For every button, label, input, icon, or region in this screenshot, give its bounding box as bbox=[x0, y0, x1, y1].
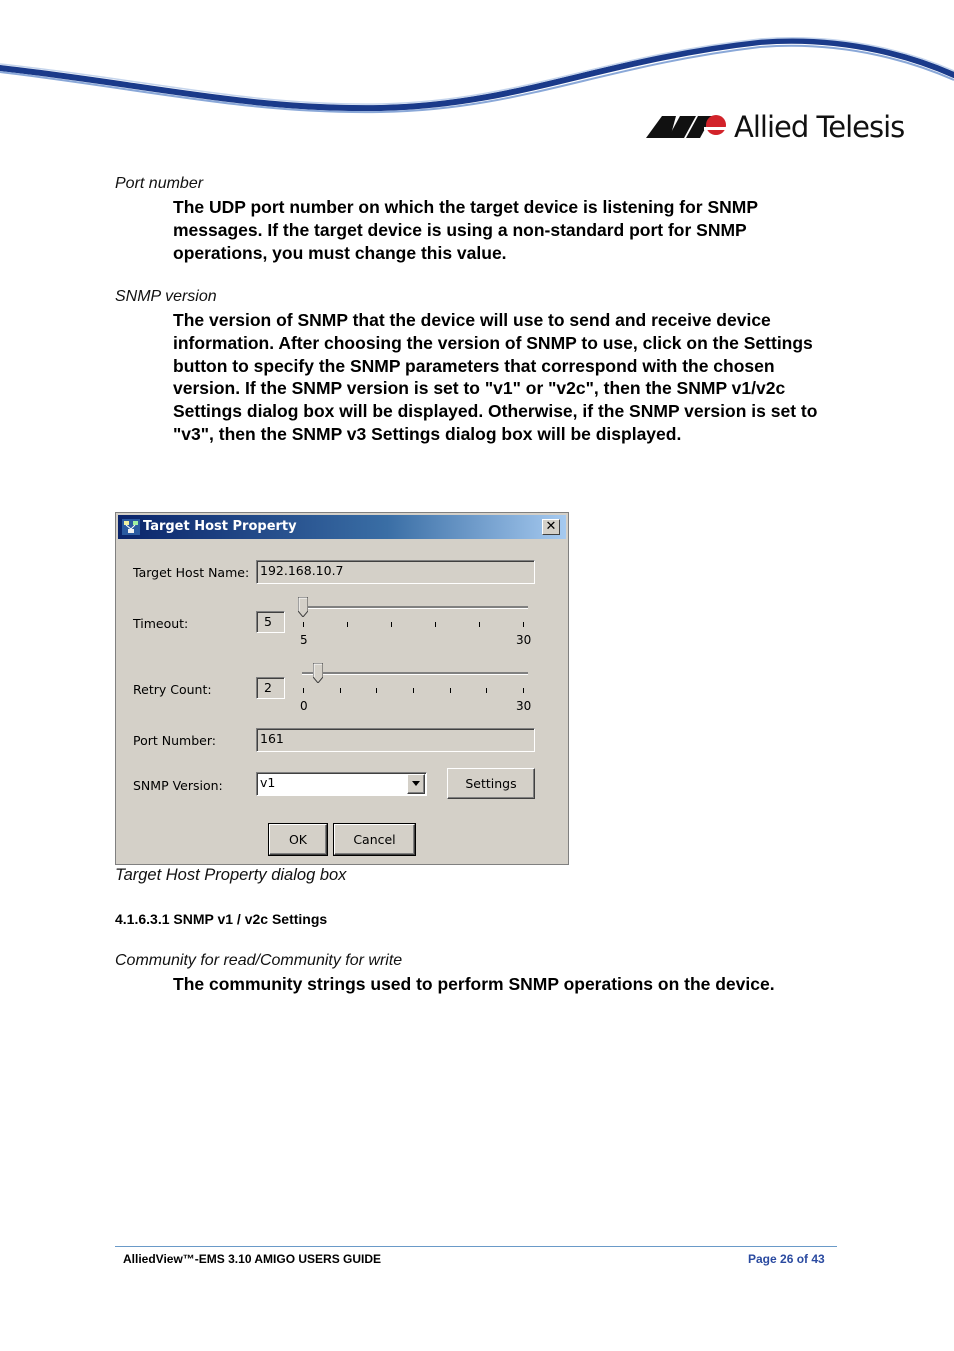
slider-tick bbox=[413, 688, 414, 693]
timeout-slider-track bbox=[302, 606, 528, 609]
cancel-button[interactable]: Cancel bbox=[334, 824, 415, 855]
slider-tick bbox=[347, 622, 348, 627]
allied-telesis-logo bbox=[646, 110, 906, 146]
retry-count-slider[interactable] bbox=[298, 661, 530, 716]
close-icon: ✕ bbox=[545, 519, 557, 534]
slider-tick bbox=[340, 688, 341, 693]
snmp-version-select[interactable] bbox=[256, 772, 427, 796]
slider-tick bbox=[523, 688, 524, 693]
retry-count-label: Retry Count: bbox=[133, 682, 212, 697]
footer-page-number: Page 26 of 43 bbox=[748, 1252, 825, 1266]
slider-tick bbox=[523, 622, 524, 627]
figure-caption: Target Host Property dialog box bbox=[115, 866, 347, 884]
snmp-version-dropdown-button[interactable] bbox=[407, 774, 425, 794]
port-number-value: 161 bbox=[260, 731, 284, 746]
target-host-property-dialog bbox=[115, 512, 569, 865]
footer-document-title: AlliedView™-EMS 3.10 AMIGO USERS GUIDE bbox=[123, 1252, 382, 1266]
retry-min-label: 0 bbox=[300, 699, 308, 713]
timeout-value: 5 bbox=[264, 614, 272, 629]
host-name-label: Target Host Name: bbox=[133, 565, 250, 580]
retry-slider-thumb[interactable] bbox=[313, 663, 323, 683]
slider-tick bbox=[303, 688, 304, 693]
timeout-label: Timeout: bbox=[133, 616, 189, 631]
timeout-slider[interactable] bbox=[298, 595, 530, 650]
snmp-version-label: SNMP Version: bbox=[133, 778, 223, 793]
port-number-label: Port Number: bbox=[133, 733, 216, 748]
description-snmp-version: The version of SNMP that the device will use to send and receive device information. After choosing the version of SNMP to use, click on the Settings button to specify the SNMP parameters that correspond with the chosen version. If the SNMP version is set to "v1" or "v2c", then the SNMP v1/v2c Settings dialog box will be displayed. Otherwise, if the SNMP version is set to "v3", then the SNMP v3 Settings dialog box will be displayed. bbox=[173, 310, 818, 444]
slider-tick bbox=[303, 622, 304, 627]
retry-count-value: 2 bbox=[264, 680, 272, 695]
chevron-down-icon bbox=[411, 781, 421, 787]
slider-tick bbox=[479, 622, 480, 627]
settings-button[interactable]: Settings bbox=[447, 768, 535, 799]
port-number-input[interactable] bbox=[256, 728, 535, 752]
dialog-title: Target Host Property bbox=[143, 519, 297, 534]
slider-tick bbox=[435, 622, 436, 627]
term-snmp-version: SNMP version bbox=[115, 288, 217, 305]
term-port-number: Port number bbox=[115, 175, 204, 192]
timeout-value-box bbox=[256, 611, 285, 633]
timeout-max-label: 30 bbox=[516, 633, 532, 647]
retry-count-value-box bbox=[256, 677, 285, 699]
timeout-min-label: 5 bbox=[300, 633, 308, 647]
retry-slider-track bbox=[302, 672, 528, 675]
footer-divider bbox=[115, 1246, 837, 1247]
host-name-value: 192.168.10.7 bbox=[260, 563, 344, 578]
slider-tick bbox=[376, 688, 377, 693]
retry-max-label: 30 bbox=[516, 699, 532, 713]
slider-tick bbox=[391, 622, 392, 627]
logo-text: Allied Telesis bbox=[734, 110, 905, 144]
timeout-slider-thumb[interactable] bbox=[298, 597, 308, 617]
at-logo-mark-icon bbox=[646, 110, 730, 146]
snmp-version-value: v1 bbox=[260, 775, 276, 790]
section-heading: 4.1.6.3.1 SNMP v1 / v2c Settings bbox=[115, 911, 328, 927]
description-community: The community strings used to perform SNMP operations on the device. bbox=[173, 974, 775, 994]
dialog-titlebar bbox=[118, 515, 566, 539]
slider-tick bbox=[486, 688, 487, 693]
network-app-icon bbox=[122, 519, 140, 535]
term-community: Community for read/Community for write bbox=[115, 952, 403, 969]
slider-tick bbox=[450, 688, 451, 693]
host-name-input[interactable] bbox=[256, 560, 535, 584]
description-port-number: The UDP port number on which the target device is listening for SNMP messages. If the target device is using a non-standard port for SNMP operations, you must change this value. bbox=[173, 197, 758, 263]
close-button[interactable] bbox=[542, 519, 560, 535]
ok-button[interactable]: OK bbox=[269, 824, 327, 855]
